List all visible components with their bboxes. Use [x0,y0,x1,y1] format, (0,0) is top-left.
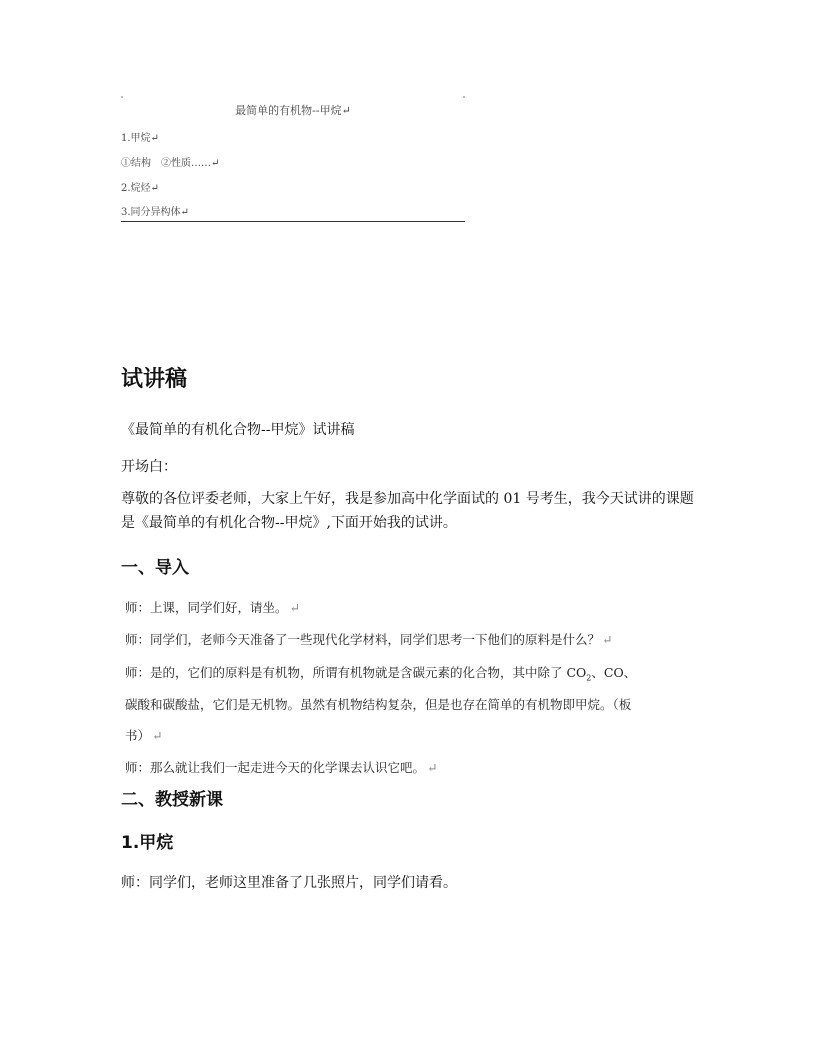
dialog-line-2: 师：同学们，老师今天准备了一些现代化学材料，同学们思考一下他们的原料是什么？ ↵ [125,632,613,647]
board-line-2: ①结构 ②性质……↵ [121,158,220,169]
board-corner-right [463,96,465,98]
board-divider [121,221,465,222]
dialog-line-3: 师：是的，它们的原料是有机物，所谓有机物就是含碳元素的化合物，其中除了 $CO_2$、CO、 [125,665,637,683]
page-heading: 试讲稿 [121,367,188,392]
subsection-methane-heading: 1.甲烷 [121,833,174,853]
dialog-line-6: 师：那么就让我们一起走进今天的化学课去认识它吧。 ↵ [125,760,438,775]
opening-paragraph: 尊敬的各位评委老师，大家上午好，我是参加高中化学面试的 01 号考生，我今天试讲的课题是《最简单的有机化合物--甲烷》,下面开始我的试讲。 [121,491,694,531]
opening-label: 开场白： [121,459,177,475]
board-line-3: 2.烷烃↵ [121,183,159,194]
blackboard-design [121,96,465,222]
board-line-4: 3.同分异构体↵ [121,207,189,218]
section-intro-heading: 一、导入 [121,558,189,578]
lesson-line-1: 师：同学们，老师这里准备了几张照片，同学们请看。 [121,875,457,891]
board-line-1: 1.甲烷↵ [121,133,159,144]
lecture-subtitle: 《最简单的有机化合物--甲烷》试讲稿 [121,422,355,438]
board-corner-left [121,96,123,98]
dialog-line-1: 师：上课，同学们好，请坐。 ↵ [125,600,300,615]
dialog-line-5: 书） ↵ [125,728,163,743]
board-title: 最简单的有机物--甲烷↵ [235,104,351,117]
dialog-line-4: 碳酸和碳酸盐，它们是无机物。虽然有机物结构复杂，但是也存在简单的有机物即甲烷。（板 [125,697,632,712]
section-new-lesson-heading: 二、教授新课 [121,790,223,810]
